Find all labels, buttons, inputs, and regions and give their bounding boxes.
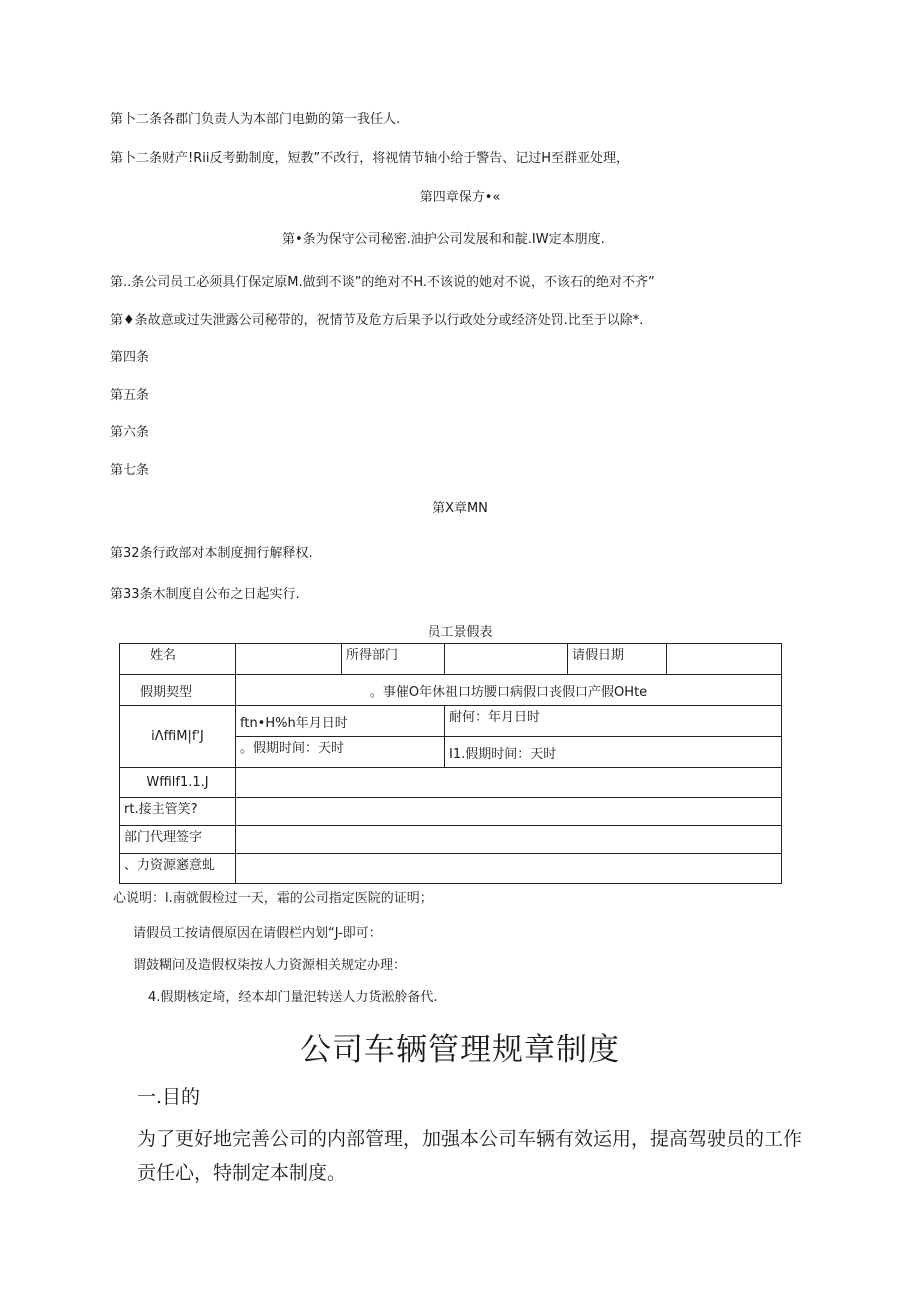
article-32: 第32条行政部对本制度拥行解释权. (110, 546, 313, 561)
leave-date-field (667, 644, 782, 675)
table-row (120, 706, 782, 737)
note-3: 谓鼓糊问及造假权柒按人力资源相关规定办理： (133, 958, 407, 973)
deputy-signature-label: 部门代理签字 (120, 826, 236, 854)
department-label: 所得部门 (342, 644, 445, 675)
table-row (120, 768, 782, 798)
leave-duration-left: 。假期时间：天时 (236, 737, 445, 768)
leave-form-title: 员工景假表 (427, 625, 493, 640)
chapter-4-heading: 第四章保方•« (419, 190, 501, 205)
leave-reason-label: Wffilf1.1.J (120, 768, 236, 798)
article-33: 第33条木制度自公布之日起实行. (110, 587, 300, 602)
article-responsibility: 第卜二条各郡门负责人为本部门电勤的第一我任人. (110, 112, 401, 127)
note-4: 4.假期核定埼，经本却门量汜转送人力货淞舲备代. (148, 990, 438, 1005)
supervisor-label: rt.接主管笑? (120, 798, 236, 826)
name-label: 姓名 (120, 644, 236, 675)
deputy-signature-field (236, 826, 782, 854)
note-1: 心说明：l.南就假检过一天，霜的公司指定医院的证明； (113, 891, 433, 906)
article-5: 第五条 (110, 388, 150, 403)
leave-form-table (119, 643, 782, 884)
leave-type-options: 。事催O年休祖口坊腰口病假口丧假口产假OHte (236, 675, 782, 706)
article-confidentiality-purpose: 第•条为保守公司秘密.油护公司发展和和靛.IW定本朋度. (282, 232, 605, 247)
section-1-heading: 一.目的 (137, 1086, 201, 1108)
leave-end-time: 耐何：年月日时 (445, 706, 782, 737)
article-6: 第六条 (110, 425, 150, 440)
table-row (120, 644, 782, 675)
purpose-paragraph-line-1: 为了更好地完善公司的内部管理，加强本公司车辆有效运用，提高驾驶员的工作 (137, 1128, 803, 1150)
hr-opinion-label: 、力资源窸意虬 (120, 854, 236, 884)
table-row (120, 826, 782, 854)
department-field (445, 644, 568, 675)
leave-type-label: 假期契型 (120, 675, 236, 706)
article-7: 第七条 (110, 463, 150, 478)
table-row (120, 798, 782, 826)
supervisor-field (236, 798, 782, 826)
vehicle-regulation-title: 公司车辆管理规章制度 (300, 1032, 620, 1068)
table-row (120, 675, 782, 706)
article-confidentiality-duty: 第..条公司员工必须具仃保定原M.做到不谈”的绝对不H.不该说的她对不说，不该石的绝对不齐” (110, 275, 655, 290)
leave-start-time: ftn•H%h年月日时 (236, 706, 445, 737)
leave-date-label: 请假日期 (568, 644, 667, 675)
leave-reason-field (236, 768, 782, 798)
final-chapter-heading: 第X章MN (432, 501, 488, 516)
article-violation: 第卜二条财产!Rii反考勤制度，短教”不改行，将视情节轴小给于警告、记过H至群亚处理， (110, 151, 629, 166)
article-4: 第四条 (110, 350, 150, 365)
leave-duration-right: I1.假期时间：天时 (445, 737, 782, 768)
hr-opinion-field (236, 854, 782, 884)
table-row (120, 854, 782, 884)
leave-period-label: iΛffiM|f'J (120, 706, 236, 768)
purpose-paragraph-line-2: 贡任心，特制定本制度。 (137, 1162, 347, 1184)
article-confidentiality-penalty: 第♦条故意或过失泄露公司秘带的，祝情节及危方后果予以行政处分或经济处罚.比至于以除*. (110, 313, 644, 328)
note-2: 请假员工按请偎原因在请假栏内划“J-即可： (133, 926, 382, 941)
name-field (236, 644, 342, 675)
